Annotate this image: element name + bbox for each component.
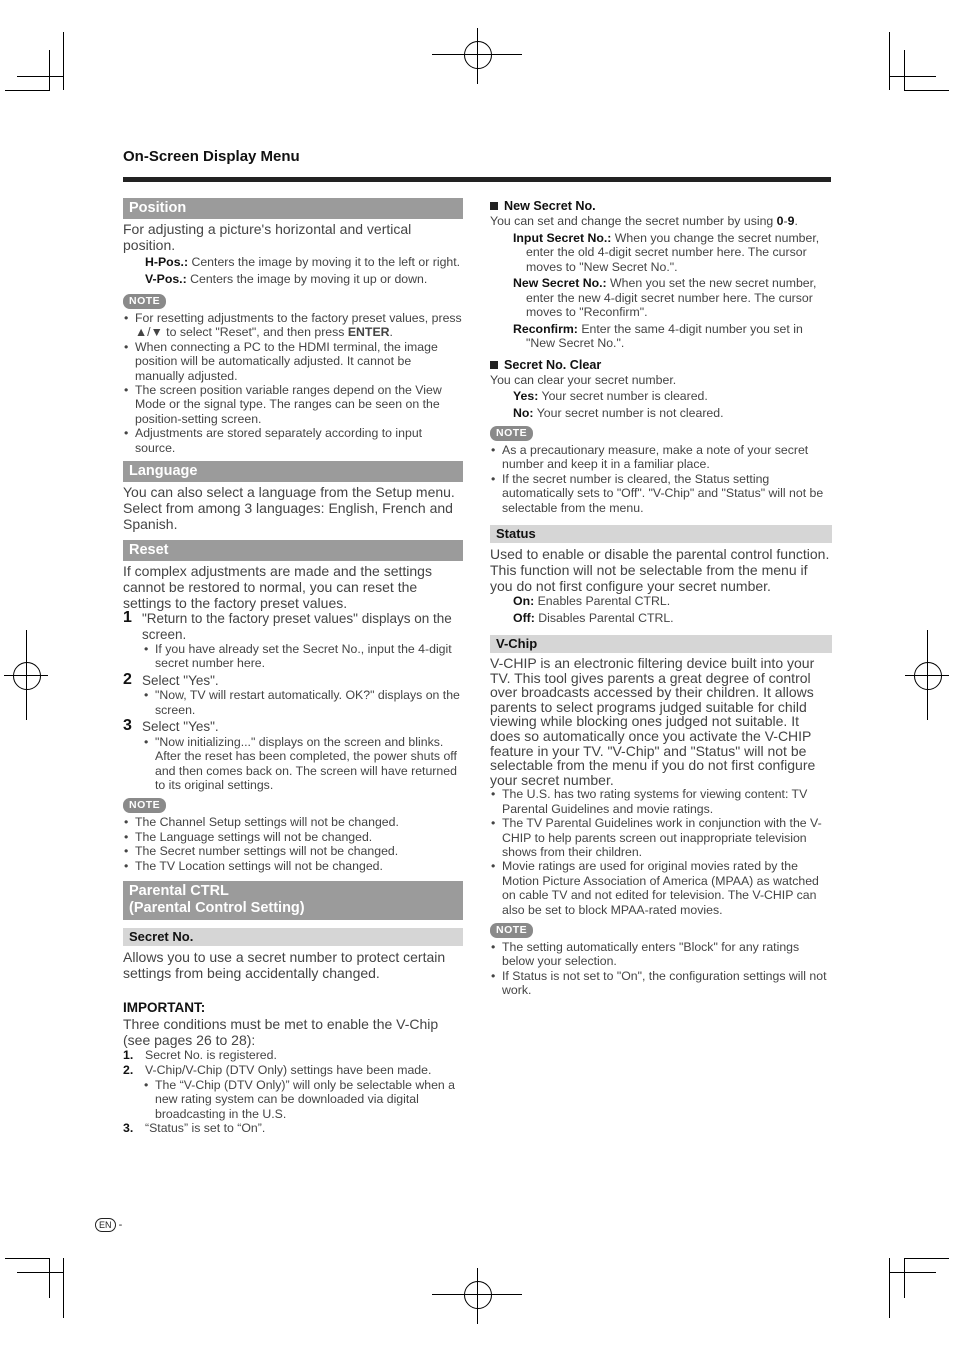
square-bullet-icon <box>490 361 498 369</box>
important-label <box>123 999 463 1016</box>
reset-step <box>123 719 463 735</box>
right-column <box>490 198 832 998</box>
note-badge: NOTE <box>123 294 166 309</box>
item-label: H-Pos.: <box>145 255 189 269</box>
position-intro: For adjusting a picture's horizontal and vertical position. <box>123 221 412 253</box>
crop-mark <box>17 76 63 77</box>
item-label: V-Pos.: <box>145 271 187 286</box>
item-text: When you change the secret number, enter the old 4-digit secret number here. The cursor moves to "New Secret No.". <box>526 230 820 274</box>
step-number: 1 <box>123 609 132 627</box>
registration-mark <box>464 1281 492 1309</box>
reset-heading: Reset <box>123 540 463 561</box>
intro-text: . <box>794 214 798 228</box>
list-item: • Adjustments are stored separately according to input source. <box>123 426 463 455</box>
crop-mark <box>63 1258 64 1318</box>
intro-text: - <box>783 214 788 228</box>
secret-clear-heading <box>490 357 832 373</box>
secret-clear-item <box>490 389 832 404</box>
item-text: Your secret number is cleared. <box>538 389 708 403</box>
parental-heading-line: (Parental Control Setting) <box>129 899 305 916</box>
crop-mark <box>890 1272 936 1273</box>
parental-heading <box>123 881 463 920</box>
important-heading: IMPORTANT: <box>123 999 206 1015</box>
new-secret-item <box>490 276 832 320</box>
crop-mark <box>890 76 936 77</box>
step-text: Select "Yes". <box>142 719 219 735</box>
digit-key: 9 <box>787 214 795 228</box>
item-label: No: <box>513 405 534 420</box>
reset-notes <box>123 815 463 873</box>
crop-mark <box>63 32 64 90</box>
crop-mark <box>889 1258 890 1318</box>
step-text: Select "Yes". <box>142 672 219 688</box>
page-suffix: - <box>118 1219 123 1231</box>
square-bullet-icon <box>490 202 498 210</box>
list-item: • If you have already set the Secret No., input the 4-digit secret number here. <box>123 642 463 671</box>
digit-key: 0 <box>776 214 784 228</box>
registration-line <box>477 28 478 84</box>
position-item-vpos <box>123 272 463 287</box>
registration-mark <box>914 662 942 690</box>
condition-item <box>123 1048 463 1063</box>
crop-mark <box>5 90 50 91</box>
crop-mark <box>17 1272 63 1273</box>
registration-line <box>26 630 27 720</box>
vchip-heading: V-Chip <box>490 635 832 653</box>
list-item: • If the secret number is cleared, the Status setting automatically sets to "Off". "V-Chip" and "Status" will not be selectable from the menu. <box>490 472 832 515</box>
item-label: Off: <box>513 610 535 625</box>
crop-mark <box>904 90 949 91</box>
list-item: • The Secret number settings will not be changed. <box>123 844 463 858</box>
language-text: You can also select a language from the Setup menu. Select from among 3 languages: English, French and Spanish. <box>123 484 455 533</box>
note-text: For resetting adjustments to the factory preset values, press ▲/▼ to select "Reset", and then press <box>135 311 462 340</box>
condition-text: “Status” is set to “On”. <box>145 1121 266 1136</box>
item-label: Input Secret No.: <box>513 230 612 245</box>
important-text: Three conditions must be met to enable the V-Chip (see pages 26 to 28): <box>123 1015 439 1048</box>
item-text: When you set the new secret number, enter the new 4-digit secret number here. The cursor moves to "Reconfirm". <box>526 276 817 319</box>
note-badge: NOTE <box>490 426 533 441</box>
list-item: • The U.S. has two rating systems for viewing content: TV Parental Guidelines and movie ratings. <box>490 787 832 816</box>
crop-mark <box>49 50 50 90</box>
vchip-text: V-CHIP is an electronic filtering device built into your TV. This tool gives parents a great degree of control over broadcasts accessed by their children. It allows parents to select programs judged suitable for child viewing while blocking ones judged not suitable. It does so automatically once you activate the V-CHIP feature in your TV. "V-Chip" and "Status" will not be selectable from the menu if you do not first configure your secret number. <box>490 655 816 788</box>
item-text: Enter the same 4-digit number you set in "New Secret No.". <box>526 321 803 350</box>
header-rule <box>123 177 831 182</box>
condition-text: V-Chip/V-Chip (DTV Only) settings have been made. <box>145 1062 432 1077</box>
list-item: • The screen position variable ranges depend on the View Mode or the signal type. The ranges can be seen on the position-setting screen. <box>123 383 463 426</box>
crop-mark <box>904 1258 949 1259</box>
list-item: • Movie ratings are used for original movies rated by the Motion Picture Association of America (MPAA) as watched on cable TV and not edited for television. The V-CHIP can also be set to block MPAA-rated movies. <box>490 859 832 917</box>
list-item: • The Language settings will not be changed. <box>123 830 463 844</box>
list-item: • As a precautionary measure, make a note of your secret number and keep it in a familiar place. <box>490 443 832 472</box>
heading-text: New Secret No. <box>504 199 596 213</box>
item-label: Reconfirm: <box>513 321 578 336</box>
secret-clear-intro: You can clear your secret number. <box>490 372 677 387</box>
reset-step <box>123 670 463 689</box>
new-secret-item <box>490 322 832 351</box>
condition-item <box>123 1121 463 1136</box>
list-item: • The “V-Chip (DTV Only)” will only be selectable when a new rating system can be downloaded via digital broadcasting in the U.S. <box>123 1078 463 1121</box>
reset-intro: If complex adjustments are made and the settings cannot be restored to normal, you can reset the settings to the factory preset values. <box>123 563 432 612</box>
left-column <box>123 198 463 1136</box>
status-text: Used to enable or disable the parental control function. This function will not be selectable from the menu if you do not first configure your secret number. <box>490 546 830 595</box>
language-badge: EN <box>95 1218 116 1232</box>
item-text: Disables Parental CTRL. <box>534 610 674 625</box>
vchip-bullets <box>490 787 832 917</box>
item-label: New Secret No.: <box>513 276 607 290</box>
status-heading: Status <box>490 525 832 543</box>
item-label: Yes: <box>513 389 539 403</box>
new-secret-intro <box>490 214 832 229</box>
registration-mark <box>464 41 492 69</box>
page-header: On-Screen Display Menu <box>123 148 300 165</box>
list-item: • If Status is not set to "On", the configuration settings will not work. <box>490 969 832 998</box>
position-notes <box>123 311 463 455</box>
secret-clear-item <box>490 406 832 421</box>
parental-heading-line: Parental CTRL <box>129 882 229 899</box>
status-item <box>490 594 832 609</box>
item-text: Your secret number is not cleared. <box>533 405 724 420</box>
list-item: • The TV Parental Guidelines work in conjunction with the V-CHIP to help parents screen out inappropriate television shows from their children. <box>490 816 832 859</box>
condition-item <box>123 1063 463 1078</box>
crop-mark <box>49 1258 50 1298</box>
item-text: Centers the image by moving it to the left or right. <box>188 255 461 269</box>
vchip-notes <box>490 940 832 998</box>
status-item <box>490 611 832 626</box>
item-text: Centers the image by moving it up or down. <box>186 271 428 286</box>
list-item: • "Now initializing..." displays on the screen and blinks. After the reset has been completed, the power shuts off and then comes back on. The screen will have returned to its original settings. <box>123 735 463 793</box>
condition-text: Secret No. is registered. <box>145 1047 277 1062</box>
crop-mark <box>5 1258 50 1259</box>
secret-no-text: Allows you to use a secret number to protect certain settings from being accidentally changed. <box>123 948 446 981</box>
list-item: • "Now, TV will restart automatically. OK?" displays on the screen. <box>123 688 463 717</box>
note-badge: NOTE <box>123 798 166 813</box>
item-label: On: <box>513 594 535 609</box>
condition-number: 2. <box>123 1062 134 1077</box>
step-number: 3 <box>123 717 132 735</box>
secret-clear-notes <box>490 443 832 515</box>
intro-text: You can set and change the secret number by using <box>490 214 777 228</box>
reset-step <box>123 611 463 642</box>
list-item: • The TV Location settings will not be changed. <box>123 859 463 873</box>
registration-line <box>477 1268 478 1324</box>
note-text: . <box>389 325 393 340</box>
list-item: • The Channel Setup settings will not be changed. <box>123 815 463 829</box>
list-item: • The setting automatically enters "Block" for any ratings below your selection. <box>490 940 832 969</box>
page-number <box>95 1218 122 1232</box>
list-item <box>123 311 463 340</box>
registration-mark <box>13 662 41 690</box>
enter-key-label: ENTER <box>347 325 390 340</box>
new-secret-heading <box>490 198 832 214</box>
step-text: "Return to the factory preset values" displays on the screen. <box>142 611 452 642</box>
position-item-hpos <box>123 255 463 270</box>
condition-number: 3. <box>123 1121 134 1136</box>
item-text: Enables Parental CTRL. <box>534 594 671 609</box>
crop-mark <box>904 50 905 90</box>
crop-mark <box>889 32 890 90</box>
condition-number: 1. <box>123 1047 134 1062</box>
step-number: 2 <box>123 670 132 688</box>
position-heading: Position <box>123 198 463 219</box>
new-secret-item <box>490 231 832 275</box>
language-heading: Language <box>123 461 463 482</box>
crop-mark <box>904 1258 905 1298</box>
list-item: • When connecting a PC to the HDMI terminal, the image position will be automatically adjusted. It cannot be manually adjusted. <box>123 340 463 383</box>
secret-no-heading: Secret No. <box>123 928 463 946</box>
heading-text: Secret No. Clear <box>504 357 602 372</box>
registration-line <box>927 630 928 720</box>
note-badge: NOTE <box>490 923 533 938</box>
